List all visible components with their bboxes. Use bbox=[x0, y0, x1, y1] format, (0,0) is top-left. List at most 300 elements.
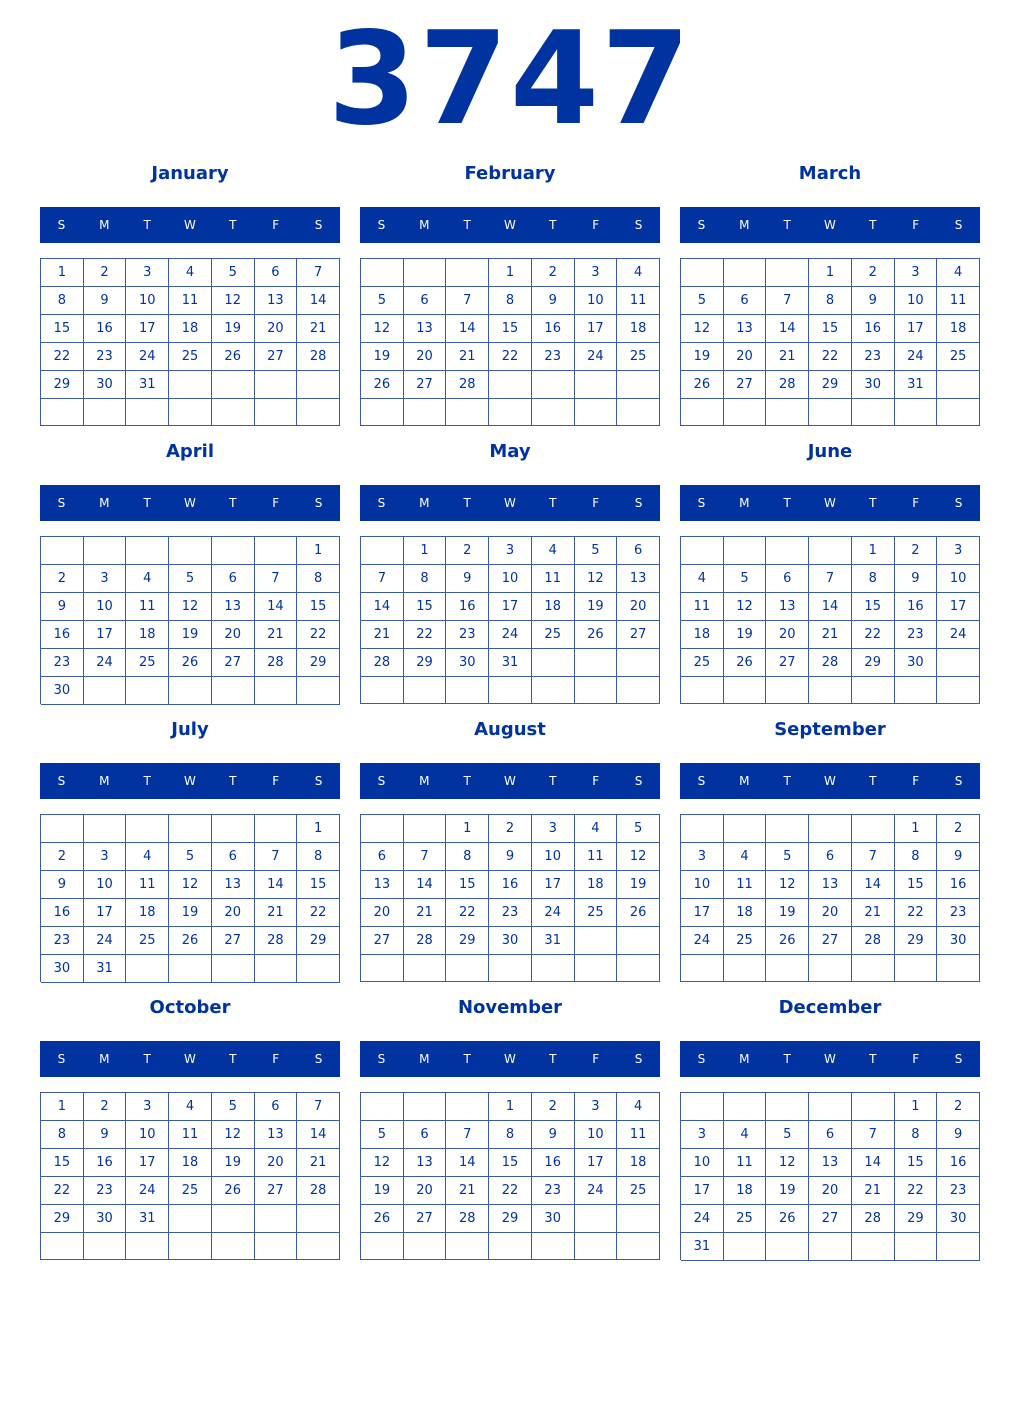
day-cell: 17 bbox=[937, 593, 980, 621]
day-cell: 18 bbox=[617, 1149, 660, 1177]
day-cell: 12 bbox=[169, 871, 212, 899]
day-cell: 18 bbox=[724, 899, 767, 927]
day-cell: 4 bbox=[126, 843, 169, 871]
day-cell: 24 bbox=[126, 343, 169, 371]
day-cell: 24 bbox=[489, 621, 532, 649]
day-cell: 4 bbox=[575, 815, 618, 843]
day-cell: 26 bbox=[169, 927, 212, 955]
day-cell: 29 bbox=[297, 927, 340, 955]
day-cell: 23 bbox=[489, 899, 532, 927]
weekday-label: T bbox=[549, 1052, 557, 1066]
month-title: May bbox=[489, 441, 531, 462]
day-cell: 11 bbox=[937, 287, 980, 315]
day-cell: 25 bbox=[575, 899, 618, 927]
weekday-label: S bbox=[57, 496, 66, 510]
empty-day-cell bbox=[169, 399, 212, 426]
empty-day-cell bbox=[852, 955, 895, 982]
day-cell: 30 bbox=[937, 927, 980, 955]
weekday-header bbox=[680, 207, 980, 243]
empty-day-cell bbox=[297, 371, 340, 399]
day-cell: 15 bbox=[41, 315, 84, 343]
day-cell: 22 bbox=[404, 621, 447, 649]
day-cell: 5 bbox=[169, 843, 212, 871]
day-cell: 7 bbox=[255, 565, 298, 593]
day-cell: 1 bbox=[809, 259, 852, 287]
weekday-label: T bbox=[549, 218, 557, 232]
day-cell: 17 bbox=[126, 315, 169, 343]
day-cell: 11 bbox=[617, 287, 660, 315]
day-cell: 31 bbox=[681, 1233, 724, 1261]
day-cell: 3 bbox=[895, 259, 938, 287]
empty-day-cell bbox=[169, 815, 212, 843]
day-cell: 12 bbox=[169, 593, 212, 621]
empty-day-cell bbox=[681, 955, 724, 982]
day-cell: 29 bbox=[404, 649, 447, 677]
empty-day-cell bbox=[41, 1233, 84, 1260]
weekday-label: S bbox=[697, 774, 706, 788]
day-cell: 10 bbox=[681, 1149, 724, 1177]
empty-day-cell bbox=[575, 1233, 618, 1260]
day-cell: 1 bbox=[297, 537, 340, 565]
day-cell: 24 bbox=[126, 1177, 169, 1205]
weekday-label: W bbox=[184, 1052, 196, 1066]
day-cell: 19 bbox=[617, 871, 660, 899]
empty-day-cell bbox=[361, 1233, 404, 1260]
day-cell: 4 bbox=[617, 1093, 660, 1121]
weekday-label: T bbox=[463, 496, 471, 510]
day-cell: 15 bbox=[489, 315, 532, 343]
empty-day-cell bbox=[489, 1233, 532, 1260]
empty-day-cell bbox=[575, 649, 618, 677]
weekday-label: M bbox=[739, 496, 750, 510]
weekday-header bbox=[680, 763, 980, 799]
day-cell: 27 bbox=[255, 343, 298, 371]
day-cell: 27 bbox=[404, 1205, 447, 1233]
day-grid bbox=[40, 258, 340, 426]
empty-day-cell bbox=[126, 815, 169, 843]
empty-day-cell bbox=[255, 537, 298, 565]
day-cell: 16 bbox=[446, 593, 489, 621]
empty-day-cell bbox=[681, 815, 724, 843]
empty-day-cell bbox=[255, 815, 298, 843]
day-grid bbox=[680, 814, 980, 982]
day-cell: 3 bbox=[126, 1093, 169, 1121]
weekday-label: F bbox=[272, 774, 280, 788]
empty-day-cell bbox=[895, 955, 938, 982]
weekday-label: T bbox=[143, 218, 151, 232]
empty-day-cell bbox=[297, 1205, 340, 1233]
day-cell: 13 bbox=[404, 1149, 447, 1177]
day-cell: 22 bbox=[297, 621, 340, 649]
day-cell: 30 bbox=[41, 955, 84, 983]
empty-day-cell bbox=[575, 677, 618, 704]
weekday-label: M bbox=[99, 218, 110, 232]
empty-day-cell bbox=[255, 399, 298, 426]
day-cell: 15 bbox=[404, 593, 447, 621]
empty-day-cell bbox=[937, 955, 980, 982]
empty-day-cell bbox=[766, 815, 809, 843]
weekday-label: M bbox=[99, 1052, 110, 1066]
weekday-label: T bbox=[783, 774, 791, 788]
day-cell: 5 bbox=[724, 565, 767, 593]
empty-day-cell bbox=[809, 537, 852, 565]
day-cell: 22 bbox=[895, 1177, 938, 1205]
day-cell: 18 bbox=[169, 315, 212, 343]
empty-day-cell bbox=[361, 815, 404, 843]
day-cell: 2 bbox=[84, 259, 127, 287]
empty-day-cell bbox=[212, 537, 255, 565]
day-cell: 5 bbox=[617, 815, 660, 843]
day-cell: 25 bbox=[532, 621, 575, 649]
empty-day-cell bbox=[617, 955, 660, 982]
day-cell: 25 bbox=[169, 343, 212, 371]
day-cell: 28 bbox=[852, 1205, 895, 1233]
day-cell: 30 bbox=[446, 649, 489, 677]
day-cell: 11 bbox=[724, 871, 767, 899]
day-cell: 30 bbox=[852, 371, 895, 399]
weekday-label: S bbox=[954, 1052, 963, 1066]
day-cell: 8 bbox=[809, 287, 852, 315]
weekday-label: F bbox=[912, 1052, 920, 1066]
day-cell: 29 bbox=[489, 1205, 532, 1233]
day-cell: 13 bbox=[404, 315, 447, 343]
day-cell: 31 bbox=[532, 927, 575, 955]
day-cell: 29 bbox=[41, 1205, 84, 1233]
day-cell: 17 bbox=[489, 593, 532, 621]
empty-day-cell bbox=[766, 1093, 809, 1121]
day-cell: 23 bbox=[937, 899, 980, 927]
day-cell: 14 bbox=[446, 1149, 489, 1177]
empty-day-cell bbox=[404, 1093, 447, 1121]
empty-day-cell bbox=[681, 677, 724, 704]
day-cell: 17 bbox=[681, 1177, 724, 1205]
day-cell: 16 bbox=[41, 899, 84, 927]
empty-day-cell bbox=[126, 677, 169, 705]
day-cell: 25 bbox=[724, 1205, 767, 1233]
day-cell: 22 bbox=[809, 343, 852, 371]
day-cell: 2 bbox=[852, 259, 895, 287]
weekday-header bbox=[40, 1041, 340, 1077]
empty-day-cell bbox=[84, 677, 127, 705]
day-cell: 14 bbox=[361, 593, 404, 621]
day-cell: 14 bbox=[809, 593, 852, 621]
day-cell: 8 bbox=[895, 1121, 938, 1149]
day-cell: 12 bbox=[361, 1149, 404, 1177]
weekday-header bbox=[680, 485, 980, 521]
empty-day-cell bbox=[532, 649, 575, 677]
day-cell: 3 bbox=[937, 537, 980, 565]
empty-day-cell bbox=[724, 399, 767, 426]
day-cell: 13 bbox=[255, 1121, 298, 1149]
day-cell: 21 bbox=[297, 1149, 340, 1177]
day-cell: 25 bbox=[724, 927, 767, 955]
day-cell: 4 bbox=[617, 259, 660, 287]
weekday-label: W bbox=[504, 1052, 516, 1066]
day-cell: 6 bbox=[212, 565, 255, 593]
day-cell: 25 bbox=[617, 1177, 660, 1205]
day-cell: 9 bbox=[84, 1121, 127, 1149]
day-cell: 28 bbox=[297, 1177, 340, 1205]
day-cell: 7 bbox=[446, 287, 489, 315]
empty-day-cell bbox=[681, 537, 724, 565]
weekday-label: W bbox=[824, 496, 836, 510]
day-cell: 2 bbox=[41, 565, 84, 593]
day-cell: 26 bbox=[766, 927, 809, 955]
day-cell: 15 bbox=[297, 593, 340, 621]
day-cell: 14 bbox=[766, 315, 809, 343]
weekday-header bbox=[360, 485, 660, 521]
day-cell: 6 bbox=[212, 843, 255, 871]
empty-day-cell bbox=[212, 399, 255, 426]
empty-day-cell bbox=[724, 1093, 767, 1121]
day-cell: 8 bbox=[41, 287, 84, 315]
day-grid bbox=[40, 536, 340, 704]
day-cell: 19 bbox=[212, 1149, 255, 1177]
day-cell: 27 bbox=[255, 1177, 298, 1205]
day-cell: 27 bbox=[361, 927, 404, 955]
empty-day-cell bbox=[297, 399, 340, 426]
weekday-label: S bbox=[314, 1052, 323, 1066]
day-cell: 27 bbox=[212, 649, 255, 677]
day-cell: 21 bbox=[297, 315, 340, 343]
day-grid bbox=[680, 258, 980, 426]
day-cell: 17 bbox=[895, 315, 938, 343]
weekday-label: T bbox=[549, 496, 557, 510]
empty-day-cell bbox=[212, 371, 255, 399]
empty-day-cell bbox=[126, 537, 169, 565]
day-cell: 5 bbox=[212, 259, 255, 287]
weekday-header bbox=[680, 1041, 980, 1077]
day-grid bbox=[680, 1092, 980, 1260]
day-cell: 7 bbox=[297, 1093, 340, 1121]
day-cell: 29 bbox=[297, 649, 340, 677]
day-cell: 18 bbox=[126, 621, 169, 649]
weekday-label: S bbox=[57, 218, 66, 232]
empty-day-cell bbox=[766, 537, 809, 565]
day-cell: 20 bbox=[724, 343, 767, 371]
empty-day-cell bbox=[169, 537, 212, 565]
year-title: 3747 bbox=[327, 5, 693, 154]
day-cell: 13 bbox=[724, 315, 767, 343]
day-cell: 11 bbox=[126, 871, 169, 899]
day-cell: 18 bbox=[126, 899, 169, 927]
day-cell: 24 bbox=[895, 343, 938, 371]
day-grid bbox=[680, 536, 980, 704]
day-cell: 11 bbox=[724, 1149, 767, 1177]
day-cell: 27 bbox=[404, 371, 447, 399]
day-cell: 25 bbox=[126, 649, 169, 677]
day-cell: 19 bbox=[766, 1177, 809, 1205]
weekday-label: F bbox=[912, 218, 920, 232]
day-cell: 16 bbox=[937, 1149, 980, 1177]
weekday-label: M bbox=[739, 1052, 750, 1066]
day-cell: 8 bbox=[297, 565, 340, 593]
weekday-header bbox=[40, 207, 340, 243]
empty-day-cell bbox=[489, 371, 532, 399]
day-cell: 2 bbox=[41, 843, 84, 871]
day-cell: 4 bbox=[169, 1093, 212, 1121]
weekday-label: W bbox=[184, 774, 196, 788]
empty-day-cell bbox=[446, 399, 489, 426]
day-cell: 20 bbox=[617, 593, 660, 621]
day-cell: 26 bbox=[212, 1177, 255, 1205]
day-cell: 17 bbox=[575, 1149, 618, 1177]
day-cell: 8 bbox=[404, 565, 447, 593]
weekday-label: T bbox=[869, 496, 877, 510]
day-cell: 19 bbox=[212, 315, 255, 343]
empty-day-cell bbox=[532, 399, 575, 426]
weekday-label: S bbox=[634, 218, 643, 232]
empty-day-cell bbox=[361, 677, 404, 704]
day-cell: 6 bbox=[724, 287, 767, 315]
empty-day-cell bbox=[937, 399, 980, 426]
day-cell: 14 bbox=[852, 871, 895, 899]
day-cell: 16 bbox=[532, 315, 575, 343]
weekday-label: T bbox=[143, 1052, 151, 1066]
day-cell: 18 bbox=[169, 1149, 212, 1177]
day-cell: 9 bbox=[489, 843, 532, 871]
empty-day-cell bbox=[446, 1233, 489, 1260]
day-cell: 4 bbox=[681, 565, 724, 593]
empty-day-cell bbox=[681, 259, 724, 287]
weekday-label: S bbox=[697, 496, 706, 510]
empty-day-cell bbox=[126, 399, 169, 426]
day-grid bbox=[40, 1092, 340, 1260]
empty-day-cell bbox=[255, 1205, 298, 1233]
day-cell: 21 bbox=[255, 899, 298, 927]
day-cell: 29 bbox=[446, 927, 489, 955]
day-cell: 13 bbox=[766, 593, 809, 621]
day-cell: 4 bbox=[126, 565, 169, 593]
day-cell: 10 bbox=[937, 565, 980, 593]
empty-day-cell bbox=[169, 1205, 212, 1233]
day-cell: 27 bbox=[766, 649, 809, 677]
day-cell: 12 bbox=[681, 315, 724, 343]
empty-day-cell bbox=[212, 815, 255, 843]
empty-day-cell bbox=[297, 955, 340, 983]
day-cell: 5 bbox=[766, 1121, 809, 1149]
day-cell: 11 bbox=[681, 593, 724, 621]
day-cell: 23 bbox=[84, 343, 127, 371]
weekday-label: T bbox=[783, 1052, 791, 1066]
weekday-label: W bbox=[184, 496, 196, 510]
month-title: September bbox=[774, 719, 886, 740]
day-cell: 17 bbox=[575, 315, 618, 343]
weekday-label: S bbox=[377, 1052, 386, 1066]
day-cell: 30 bbox=[532, 1205, 575, 1233]
weekday-label: M bbox=[99, 774, 110, 788]
empty-day-cell bbox=[575, 399, 618, 426]
day-cell: 29 bbox=[895, 1205, 938, 1233]
day-cell: 29 bbox=[809, 371, 852, 399]
empty-day-cell bbox=[575, 927, 618, 955]
day-cell: 3 bbox=[575, 1093, 618, 1121]
day-cell: 28 bbox=[255, 649, 298, 677]
empty-day-cell bbox=[41, 399, 84, 426]
day-cell: 28 bbox=[404, 927, 447, 955]
day-cell: 23 bbox=[937, 1177, 980, 1205]
day-cell: 5 bbox=[169, 565, 212, 593]
day-cell: 6 bbox=[809, 843, 852, 871]
day-cell: 5 bbox=[361, 1121, 404, 1149]
weekday-label: T bbox=[463, 218, 471, 232]
weekday-header bbox=[360, 1041, 660, 1077]
weekday-label: S bbox=[634, 774, 643, 788]
day-cell: 15 bbox=[895, 871, 938, 899]
day-cell: 3 bbox=[84, 565, 127, 593]
day-cell: 9 bbox=[937, 1121, 980, 1149]
empty-day-cell bbox=[446, 955, 489, 982]
day-cell: 1 bbox=[404, 537, 447, 565]
empty-day-cell bbox=[84, 537, 127, 565]
empty-day-cell bbox=[895, 1233, 938, 1261]
day-cell: 16 bbox=[84, 315, 127, 343]
day-cell: 9 bbox=[532, 287, 575, 315]
day-cell: 23 bbox=[532, 1177, 575, 1205]
weekday-label: S bbox=[634, 496, 643, 510]
day-cell: 7 bbox=[852, 1121, 895, 1149]
month-title: November bbox=[457, 997, 563, 1018]
day-cell: 1 bbox=[446, 815, 489, 843]
weekday-label: W bbox=[504, 496, 516, 510]
day-cell: 9 bbox=[937, 843, 980, 871]
month-title: October bbox=[149, 997, 231, 1018]
empty-day-cell bbox=[404, 815, 447, 843]
day-cell: 19 bbox=[575, 593, 618, 621]
day-cell: 10 bbox=[489, 565, 532, 593]
day-cell: 31 bbox=[84, 955, 127, 983]
day-cell: 5 bbox=[681, 287, 724, 315]
day-cell: 13 bbox=[212, 593, 255, 621]
day-cell: 28 bbox=[446, 1205, 489, 1233]
day-cell: 31 bbox=[126, 371, 169, 399]
weekday-label: M bbox=[739, 774, 750, 788]
empty-day-cell bbox=[937, 677, 980, 704]
day-cell: 11 bbox=[126, 593, 169, 621]
day-cell: 30 bbox=[895, 649, 938, 677]
day-cell: 2 bbox=[937, 815, 980, 843]
empty-day-cell bbox=[617, 399, 660, 426]
empty-day-cell bbox=[361, 259, 404, 287]
day-cell: 21 bbox=[852, 1177, 895, 1205]
day-cell: 5 bbox=[212, 1093, 255, 1121]
day-cell: 26 bbox=[681, 371, 724, 399]
day-cell: 8 bbox=[489, 287, 532, 315]
day-cell: 8 bbox=[41, 1121, 84, 1149]
day-cell: 30 bbox=[84, 371, 127, 399]
day-cell: 8 bbox=[297, 843, 340, 871]
day-cell: 31 bbox=[895, 371, 938, 399]
day-cell: 25 bbox=[937, 343, 980, 371]
weekday-label: T bbox=[143, 774, 151, 788]
weekday-label: S bbox=[377, 218, 386, 232]
day-cell: 28 bbox=[255, 927, 298, 955]
day-cell: 4 bbox=[724, 1121, 767, 1149]
weekday-label: F bbox=[912, 774, 920, 788]
month-title: March bbox=[798, 163, 862, 184]
day-cell: 26 bbox=[361, 1205, 404, 1233]
weekday-label: T bbox=[549, 774, 557, 788]
day-cell: 25 bbox=[169, 1177, 212, 1205]
day-cell: 16 bbox=[852, 315, 895, 343]
day-cell: 2 bbox=[84, 1093, 127, 1121]
day-cell: 6 bbox=[404, 1121, 447, 1149]
day-cell: 24 bbox=[84, 927, 127, 955]
day-cell: 2 bbox=[937, 1093, 980, 1121]
day-cell: 25 bbox=[617, 343, 660, 371]
day-cell: 10 bbox=[84, 593, 127, 621]
day-cell: 8 bbox=[895, 843, 938, 871]
